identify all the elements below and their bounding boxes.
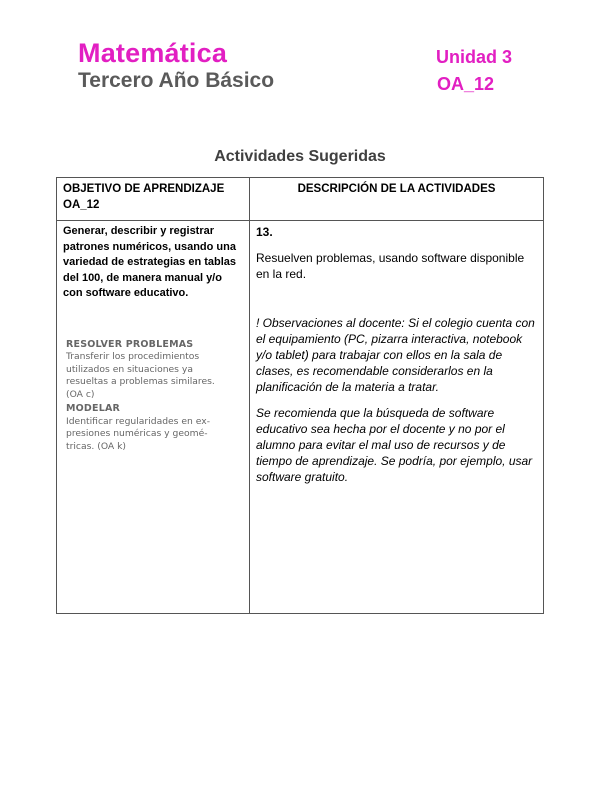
activity-text: Resuelven problemas, usando software disponible en la red. bbox=[256, 251, 525, 281]
grade-subtitle: Tercero Año Básico bbox=[78, 69, 275, 92]
description-header: DESCRIPCIÓN DE LA ACTIVIDADES bbox=[250, 178, 544, 221]
skill-body-model: Identificar regularidades en ex- presiones numéricas y geomé- tricas. (OA k) bbox=[66, 415, 211, 452]
teacher-recommendation: Se recomienda que la búsqueda de software educativo sea hecha por el docente y no por el alumno para evitar el mal uso de recursos y de tiempo de aprendizaje. Se podría, por ejemplo, usar software gratuito. bbox=[256, 406, 533, 484]
activities-table bbox=[56, 177, 544, 614]
section-title: Actividades Sugeridas bbox=[214, 148, 386, 165]
objective-header: OBJETIVO DE APRENDIZAJE OA_12 bbox=[57, 178, 250, 221]
description-cell bbox=[250, 221, 544, 614]
skills-box bbox=[63, 339, 243, 454]
objective-text: Generar, describir y registrar patrones numéricos, usando una variedad de estrategias en tablas del 100, de manera manual y/o con software educativo. bbox=[63, 225, 237, 299]
activity-number: 13. bbox=[256, 225, 273, 239]
teacher-observation: ! Observaciones al docente: Si el colegio cuenta con el equipamiento (PC, pizarra interactiva, notebook y/o tablet) para trabajar con ellos en la sala de clases, es recomendable considerarlos en la planificación de la materia a tratar. bbox=[256, 316, 535, 394]
objective-cell bbox=[57, 221, 250, 614]
skill-title-problems: RESOLVER PROBLEMAS bbox=[66, 338, 194, 350]
skill-body-problems: Transferir los procedimientos utilizados en situaciones ya resueltas a problemas similares. (OA c) bbox=[66, 351, 215, 400]
subject-title: Matemática bbox=[78, 38, 228, 68]
unit-label: Unidad 3 bbox=[436, 47, 513, 67]
oa-label: OA_12 bbox=[437, 74, 495, 94]
table-row bbox=[57, 221, 544, 614]
table-header-row bbox=[57, 178, 544, 221]
skill-title-model: MODELAR bbox=[66, 403, 121, 414]
